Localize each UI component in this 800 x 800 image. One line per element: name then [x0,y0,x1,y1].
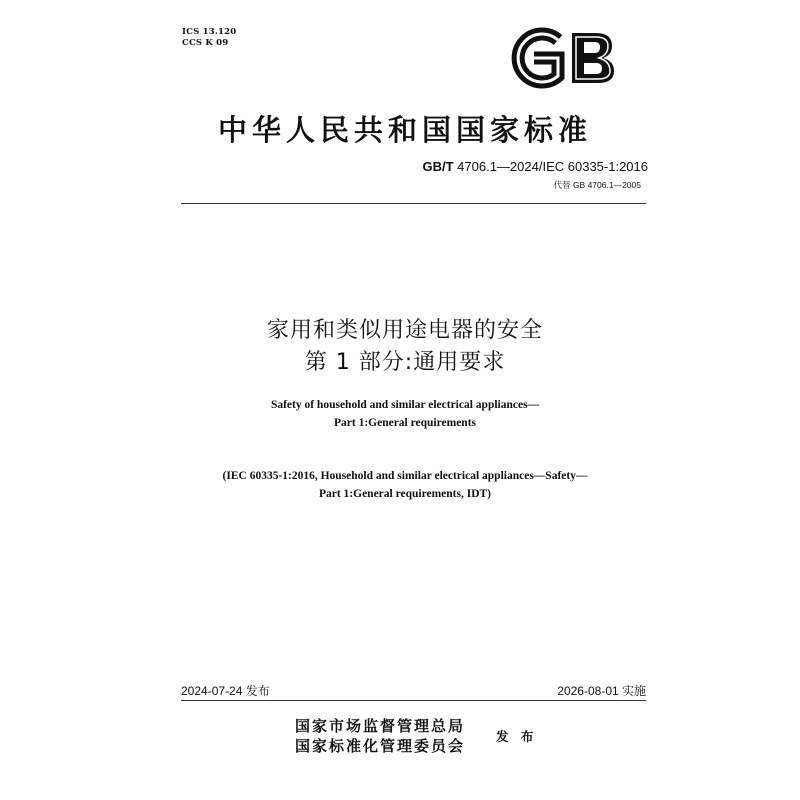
standard-number [423,159,649,174]
iec-reference-line2: Part 1:General requirements, IDT) [318,488,492,500]
standard-number-rest: 4706.1—2024/IEC 60335-1:2016 [453,159,648,174]
standard-prefix: GB/T [422,159,454,174]
publish-label: 发 布 [496,729,538,744]
title-cn-line1: 家用和类似用途电器的安全 [266,318,543,343]
iec-reference-line1: (IEC 60335-1:2016, Household and similar electrical appliances—Safety— [222,470,588,482]
title-en-line2: Part 1:General requirements [333,417,476,429]
ics-code: ICS 13.120 [182,27,237,37]
title-en-line1: Safety of household and similar electrical appliances— [270,399,540,411]
issuer-line2: 国家标准化管理委员会 [295,737,466,755]
organization-title: 中华人民共和国国家标准 [217,113,592,147]
classification-codes [182,27,236,49]
header-divider [181,203,646,204]
issuer-line1: 国家市场监督管理总局 [295,717,466,735]
ccs-code: CCS K 09 [182,38,229,48]
issue-date: 2024-07-24 发布 [181,684,270,698]
implementation-date: 2026-08-01 实施 [557,684,646,698]
replaces-note: 代替 GB 4706.1—2005 [553,180,641,190]
gb-logo [500,27,618,89]
issuing-authorities [295,716,465,756]
title-cn-line2: 第 1 部分:通用要求 [304,350,506,375]
footer-divider [181,700,646,701]
